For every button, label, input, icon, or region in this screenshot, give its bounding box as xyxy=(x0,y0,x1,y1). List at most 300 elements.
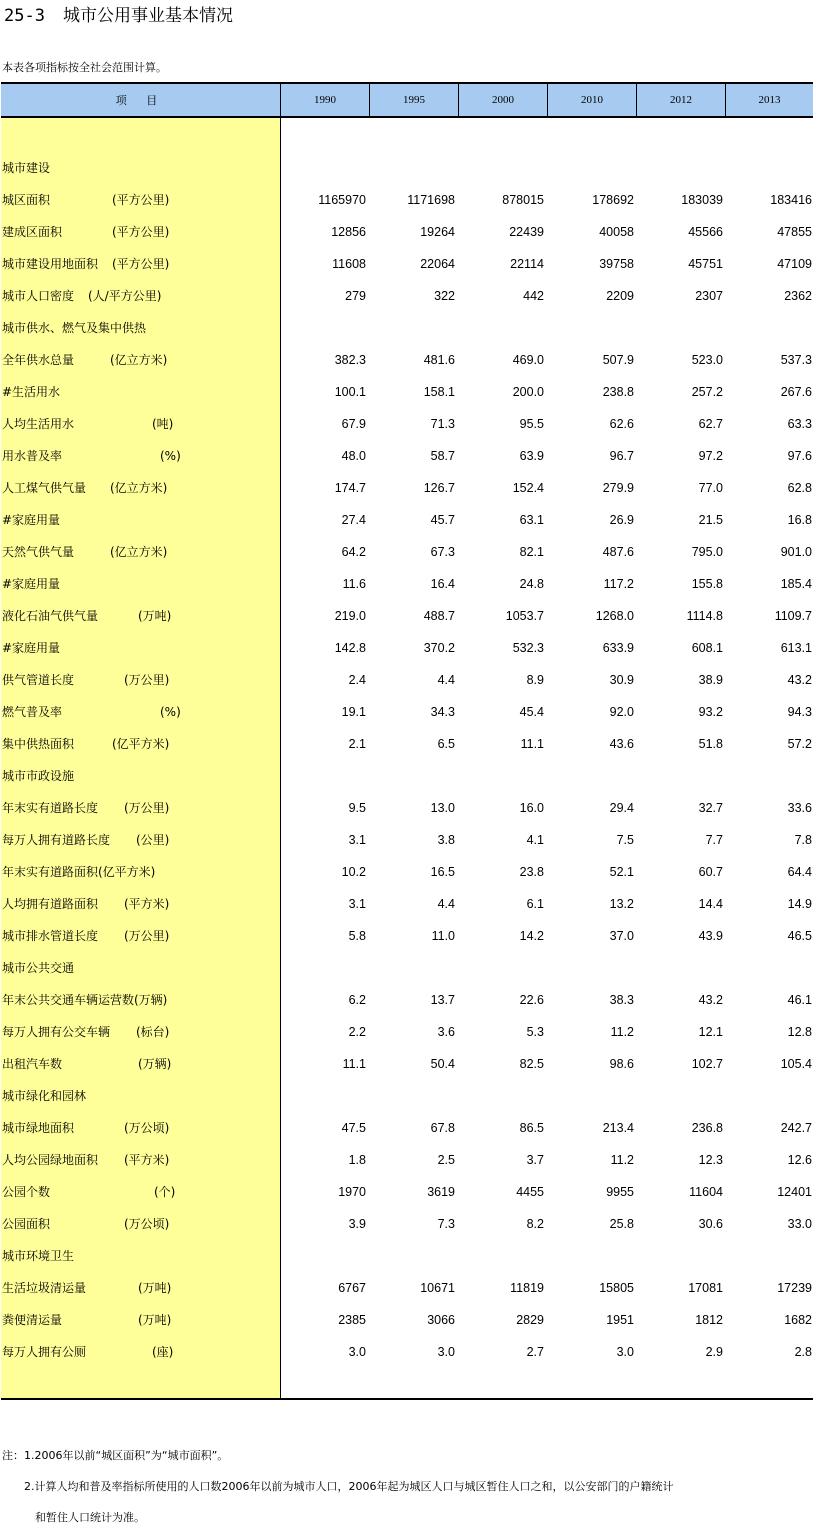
cell-value: 19264 xyxy=(420,225,455,239)
table-row xyxy=(0,1080,815,1112)
cell-value: 11.0 xyxy=(431,929,455,943)
cell-value: 43.2 xyxy=(787,673,812,687)
cell-value: 1109.7 xyxy=(774,609,812,623)
row-label: 液化石油气供气量 xyxy=(2,609,99,623)
row-label: 城市绿地面积 xyxy=(2,1121,75,1135)
cell-value: 10671 xyxy=(420,1281,455,1295)
cell-value: 7.5 xyxy=(616,833,634,847)
cell-value: 17081 xyxy=(688,1281,723,1295)
cell-value: 267.6 xyxy=(780,385,812,399)
table-row xyxy=(0,888,815,920)
cell-value: 2.4 xyxy=(348,673,366,687)
cell-value: 2.5 xyxy=(437,1153,455,1167)
row-unit: (公里) xyxy=(136,833,170,847)
cell-value: 7.8 xyxy=(794,833,812,847)
cell-value: 3.1 xyxy=(348,897,366,911)
row-unit: (亿立方米) xyxy=(110,545,168,559)
row-label: #家庭用量 xyxy=(2,577,61,591)
row-unit: (平方公里) xyxy=(112,193,170,207)
cell-value: 11.1 xyxy=(520,737,544,751)
cell-value: 64.2 xyxy=(341,545,366,559)
cell-value: 14.9 xyxy=(787,897,812,911)
cell-value: 43.6 xyxy=(609,737,634,751)
cell-value: 2209 xyxy=(606,289,634,303)
cell-value: 1812 xyxy=(695,1313,723,1327)
table-row xyxy=(0,408,815,440)
cell-value: 1053.7 xyxy=(505,609,544,623)
cell-value: 33.6 xyxy=(787,801,812,815)
cell-value: 7.3 xyxy=(437,1217,455,1231)
cell-value: 30.9 xyxy=(609,673,634,687)
cell-value: 117.2 xyxy=(603,577,634,591)
cell-value: 97.6 xyxy=(787,449,812,463)
table-row xyxy=(0,760,815,792)
cell-value: 16.8 xyxy=(787,513,812,527)
row-label: 天然气供气量 xyxy=(2,545,75,559)
table-row xyxy=(0,504,815,536)
table-row xyxy=(0,952,815,984)
cell-value: 102.7 xyxy=(691,1057,723,1071)
row-unit: (平方公里) xyxy=(112,257,170,271)
cell-value: 12.3 xyxy=(698,1153,723,1167)
cell-value: 11819 xyxy=(510,1281,544,1295)
row-label: 公园个数 xyxy=(2,1185,51,1199)
cell-value: 5.8 xyxy=(348,929,366,943)
cell-value: 16.0 xyxy=(519,801,544,815)
cell-value: 98.6 xyxy=(609,1057,634,1071)
row-label: 集中供热面积 xyxy=(2,737,75,751)
row-unit: (万吨) xyxy=(138,1281,172,1295)
cell-value: 370.2 xyxy=(423,641,455,655)
row-label: 生活垃圾清运量 xyxy=(2,1281,87,1295)
cell-value: 3.7 xyxy=(526,1153,544,1167)
cell-value: 105.4 xyxy=(780,1057,812,1071)
cell-value: 532.3 xyxy=(512,641,544,655)
table-row xyxy=(0,984,815,1016)
table-row xyxy=(0,856,815,888)
cell-value: 2829 xyxy=(516,1313,544,1327)
cell-value: 2.7 xyxy=(526,1345,544,1359)
table-number: 25-3 xyxy=(4,6,45,26)
row-label: 城市公共交通 xyxy=(2,961,75,975)
row-label: #家庭用量 xyxy=(2,513,61,527)
cell-value: 3.0 xyxy=(437,1345,455,1359)
cell-value: 62.7 xyxy=(698,417,723,431)
cell-value: 236.8 xyxy=(691,1121,723,1135)
cell-value: 14.2 xyxy=(519,929,544,943)
row-label: #生活用水 xyxy=(2,385,61,399)
row-label: 城市人口密度 xyxy=(2,289,75,303)
cell-value: 45.7 xyxy=(430,513,455,527)
cell-value: 11.2 xyxy=(610,1153,634,1167)
cell-value: 8.2 xyxy=(526,1217,544,1231)
cell-value: 11604 xyxy=(689,1185,723,1199)
cell-value: 13.7 xyxy=(430,993,455,1007)
cell-value: 3066 xyxy=(427,1313,455,1327)
cell-value: 3.0 xyxy=(616,1345,634,1359)
cell-value: 174.7 xyxy=(334,481,366,495)
cell-value: 523.0 xyxy=(691,353,723,367)
table-row xyxy=(0,920,815,952)
table-row xyxy=(0,440,815,472)
cell-value: 17239 xyxy=(777,1281,812,1295)
header-year-2000: 2000 xyxy=(458,84,547,116)
cell-value: 185.4 xyxy=(780,577,812,591)
row-label: 建成区面积 xyxy=(2,225,63,239)
header-item: 项 目 xyxy=(115,94,166,107)
cell-value: 97.2 xyxy=(698,449,723,463)
row-unit: (平方公里) xyxy=(112,225,170,239)
cell-value: 13.2 xyxy=(609,897,634,911)
cell-value: 46.5 xyxy=(787,929,812,943)
cell-value: 11.2 xyxy=(610,1025,634,1039)
cell-value: 25.8 xyxy=(609,1217,634,1231)
cell-value: 1682 xyxy=(784,1313,812,1327)
footnote-3: 和暂住人口统计为准。 xyxy=(2,1511,145,1524)
table-row xyxy=(0,568,815,600)
table-row xyxy=(0,1336,815,1368)
row-label: 城市绿化和园林 xyxy=(2,1089,87,1103)
cell-value: 1.8 xyxy=(348,1153,366,1167)
row-unit: (万吨) xyxy=(138,609,172,623)
cell-value: 93.2 xyxy=(698,705,723,719)
cell-value: 481.6 xyxy=(423,353,455,367)
cell-value: 2.2 xyxy=(348,1025,366,1039)
cell-value: 7.7 xyxy=(705,833,723,847)
cell-value: 613.1 xyxy=(780,641,812,655)
row-label: 粪便清运量 xyxy=(2,1313,63,1327)
cell-value: 279 xyxy=(345,289,366,303)
row-label: 城市建设 xyxy=(2,161,51,175)
header-year-1995: 1995 xyxy=(369,84,458,116)
cell-value: 200.0 xyxy=(512,385,544,399)
table-title: 城市公用事业基本情况 xyxy=(62,6,233,26)
table-bottom-border xyxy=(1,1398,813,1400)
table-row xyxy=(0,280,815,312)
cell-value: 29.4 xyxy=(609,801,634,815)
cell-value: 47.5 xyxy=(341,1121,366,1135)
page-title xyxy=(4,4,233,28)
cell-value: 608.1 xyxy=(691,641,723,655)
row-unit: (平方米) xyxy=(124,1153,170,1167)
cell-value: 152.4 xyxy=(512,481,544,495)
row-label: 城区面积 xyxy=(2,193,51,207)
row-unit: (人/平方公里) xyxy=(88,289,162,303)
cell-value: 63.9 xyxy=(519,449,544,463)
table-header xyxy=(1,82,813,118)
cell-value: 22064 xyxy=(420,257,455,271)
cell-value: 12401 xyxy=(777,1185,812,1199)
table-row xyxy=(0,600,815,632)
row-label: 城市排水管道长度 xyxy=(2,929,99,943)
cell-value: 32.7 xyxy=(698,801,723,815)
table-row xyxy=(0,792,815,824)
cell-value: 45751 xyxy=(688,257,723,271)
cell-value: 22439 xyxy=(509,225,544,239)
cell-value: 33.0 xyxy=(787,1217,812,1231)
cell-value: 19.1 xyxy=(341,705,366,719)
cell-value: 82.5 xyxy=(519,1057,544,1071)
cell-value: 382.3 xyxy=(334,353,366,367)
cell-value: 537.3 xyxy=(780,353,812,367)
cell-value: 3619 xyxy=(427,1185,455,1199)
cell-value: 62.8 xyxy=(787,481,812,495)
cell-value: 43.2 xyxy=(698,993,723,1007)
row-unit: (万公里) xyxy=(124,673,170,687)
table-row xyxy=(0,728,815,760)
cell-value: 11.1 xyxy=(342,1057,366,1071)
row-label: 人均生活用水 xyxy=(2,417,75,431)
header-year-2010: 2010 xyxy=(547,84,636,116)
cell-value: 22.6 xyxy=(519,993,544,1007)
cell-value: 257.2 xyxy=(691,385,723,399)
table-row xyxy=(0,1272,815,1304)
cell-value: 158.1 xyxy=(423,385,455,399)
cell-value: 6767 xyxy=(338,1281,366,1295)
row-label: 每万人拥有公交车辆 xyxy=(2,1025,111,1039)
footnotes xyxy=(2,1440,673,1533)
cell-value: 37.0 xyxy=(609,929,634,943)
table-body xyxy=(0,152,815,1368)
cell-value: 507.9 xyxy=(602,353,634,367)
row-label: 年末公共交通车辆运营数(万辆) xyxy=(2,993,168,1007)
cell-value: 11.6 xyxy=(342,577,366,591)
cell-value: 12.6 xyxy=(787,1153,812,1167)
cell-value: 4.4 xyxy=(437,897,455,911)
cell-value: 3.1 xyxy=(348,833,366,847)
cell-value: 94.3 xyxy=(787,705,812,719)
cell-value: 67.8 xyxy=(430,1121,455,1135)
table-row xyxy=(0,664,815,696)
cell-value: 58.7 xyxy=(430,449,455,463)
row-unit: (平方米) xyxy=(124,897,170,911)
cell-value: 51.8 xyxy=(698,737,723,751)
cell-value: 50.4 xyxy=(430,1057,455,1071)
header-year-1990: 1990 xyxy=(280,84,369,116)
row-unit: (%) xyxy=(160,705,181,719)
cell-value: 39758 xyxy=(599,257,634,271)
cell-value: 30.6 xyxy=(698,1217,723,1231)
cell-value: 1165970 xyxy=(318,193,366,207)
cell-value: 38.3 xyxy=(609,993,634,1007)
cell-value: 242.7 xyxy=(780,1121,812,1135)
cell-value: 27.4 xyxy=(341,513,366,527)
cell-value: 488.7 xyxy=(423,609,455,623)
table-row xyxy=(0,696,815,728)
cell-value: 40058 xyxy=(599,225,634,239)
cell-value: 3.9 xyxy=(348,1217,366,1231)
cell-value: 9.5 xyxy=(348,801,366,815)
cell-value: 878015 xyxy=(502,193,544,207)
row-label: 城市市政设施 xyxy=(2,769,75,783)
cell-value: 95.5 xyxy=(519,417,544,431)
cell-value: 67.9 xyxy=(341,417,366,431)
cell-value: 67.3 xyxy=(430,545,455,559)
cell-value: 92.0 xyxy=(609,705,634,719)
row-label: 供气管道长度 xyxy=(2,673,75,687)
cell-value: 3.6 xyxy=(437,1025,455,1039)
cell-value: 126.7 xyxy=(423,481,455,495)
table-row xyxy=(0,632,815,664)
row-label: 城市供水、燃气及集中供热 xyxy=(2,321,147,335)
cell-value: 23.8 xyxy=(519,865,544,879)
cell-value: 3.0 xyxy=(348,1345,366,1359)
header-year-2012: 2012 xyxy=(636,84,725,116)
row-label: 公园面积 xyxy=(2,1217,51,1231)
cell-value: 26.9 xyxy=(609,513,634,527)
table-row xyxy=(0,1016,815,1048)
cell-value: 43.9 xyxy=(698,929,723,943)
cell-value: 2362 xyxy=(784,289,812,303)
cell-value: 21.5 xyxy=(698,513,723,527)
cell-value: 16.5 xyxy=(430,865,455,879)
cell-value: 60.7 xyxy=(698,865,723,879)
cell-value: 11608 xyxy=(332,257,366,271)
cell-value: 9955 xyxy=(606,1185,634,1199)
header-year-2013: 2013 xyxy=(725,84,813,116)
cell-value: 47109 xyxy=(777,257,812,271)
cell-value: 442 xyxy=(523,289,544,303)
cell-value: 178692 xyxy=(592,193,634,207)
cell-value: 183416 xyxy=(770,193,812,207)
row-unit: (座) xyxy=(152,1345,174,1359)
cell-value: 34.3 xyxy=(430,705,455,719)
cell-value: 8.9 xyxy=(526,673,544,687)
cell-value: 63.3 xyxy=(787,417,812,431)
row-label: 燃气普及率 xyxy=(2,705,63,719)
cell-value: 279.9 xyxy=(602,481,634,495)
cell-value: 1951 xyxy=(606,1313,634,1327)
table-row xyxy=(0,1048,815,1080)
cell-value: 633.9 xyxy=(602,641,634,655)
cell-value: 469.0 xyxy=(512,353,544,367)
cell-value: 12.1 xyxy=(698,1025,723,1039)
cell-value: 46.1 xyxy=(787,993,812,1007)
cell-value: 901.0 xyxy=(780,545,812,559)
cell-value: 57.2 xyxy=(787,737,812,751)
cell-value: 213.4 xyxy=(602,1121,634,1135)
row-unit: (万公里) xyxy=(124,801,170,815)
cell-value: 96.7 xyxy=(609,449,634,463)
cell-value: 5.3 xyxy=(526,1025,544,1039)
row-label: 全年供水总量 xyxy=(2,353,75,367)
cell-value: 219.0 xyxy=(334,609,366,623)
cell-value: 6.2 xyxy=(348,993,366,1007)
table-row xyxy=(0,216,815,248)
cell-value: 6.1 xyxy=(526,897,544,911)
row-unit: (万吨) xyxy=(138,1313,172,1327)
row-label: 城市建设用地面积 xyxy=(2,257,99,271)
cell-value: 142.8 xyxy=(334,641,366,655)
cell-value: 183039 xyxy=(681,193,723,207)
row-label: #家庭用量 xyxy=(2,641,61,655)
cell-value: 71.3 xyxy=(430,417,455,431)
cell-value: 16.4 xyxy=(430,577,455,591)
footnote-2: 2.计算人均和普及率指标所使用的人口数2006年以前为城市人口，2006年起为城区人口与城区暂住人口之和，以公安部门的户籍统计 xyxy=(2,1480,674,1493)
row-label: 城市环境卫生 xyxy=(2,1249,75,1263)
row-label: 出租汽车数 xyxy=(2,1057,63,1071)
table-row xyxy=(0,472,815,504)
cell-value: 77.0 xyxy=(698,481,723,495)
cell-value: 38.9 xyxy=(698,673,723,687)
cell-value: 1970 xyxy=(338,1185,366,1199)
row-unit: (万公顷) xyxy=(124,1121,170,1135)
row-unit: (万公顷) xyxy=(124,1217,170,1231)
table-row xyxy=(0,376,815,408)
cell-value: 322 xyxy=(434,289,455,303)
table-row xyxy=(0,312,815,344)
table-row xyxy=(0,1144,815,1176)
cell-value: 2.8 xyxy=(794,1345,812,1359)
cell-value: 4455 xyxy=(516,1185,544,1199)
cell-value: 2.9 xyxy=(705,1345,723,1359)
table-row xyxy=(0,1304,815,1336)
table-subtitle: 本表各项指标按全社会范围计算。 xyxy=(2,61,167,74)
cell-value: 2.1 xyxy=(348,737,366,751)
cell-value: 1114.8 xyxy=(686,609,723,623)
cell-value: 12856 xyxy=(331,225,366,239)
cell-value: 45566 xyxy=(688,225,723,239)
cell-value: 238.8 xyxy=(602,385,634,399)
row-label: 人均拥有道路面积 xyxy=(2,897,99,911)
row-unit: (标台) xyxy=(136,1025,170,1039)
row-label: 每万人拥有公厕 xyxy=(2,1345,87,1359)
cell-value: 52.1 xyxy=(609,865,634,879)
row-unit: (吨) xyxy=(152,417,174,431)
row-label: 年末实有道路长度 xyxy=(2,801,99,815)
table-row xyxy=(0,824,815,856)
cell-value: 1171698 xyxy=(407,193,455,207)
cell-value: 82.1 xyxy=(519,545,544,559)
cell-value: 24.8 xyxy=(519,577,544,591)
cell-value: 48.0 xyxy=(341,449,366,463)
cell-value: 13.0 xyxy=(430,801,455,815)
cell-value: 64.4 xyxy=(787,865,812,879)
row-unit: (万公里) xyxy=(124,929,170,943)
cell-value: 2307 xyxy=(695,289,723,303)
row-label: 年末实有道路面积(亿平方米) xyxy=(2,865,156,879)
table-row xyxy=(0,184,815,216)
row-label: 每万人拥有道路长度 xyxy=(2,833,111,847)
table-row xyxy=(0,248,815,280)
cell-value: 62.6 xyxy=(609,417,634,431)
row-unit: (万辆) xyxy=(138,1057,172,1071)
cell-value: 15805 xyxy=(599,1281,634,1295)
row-label: 用水普及率 xyxy=(2,449,63,463)
cell-value: 487.6 xyxy=(602,545,634,559)
cell-value: 63.1 xyxy=(519,513,544,527)
row-unit: (亿立方米) xyxy=(110,481,168,495)
row-unit: (个) xyxy=(154,1185,176,1199)
cell-value: 3.8 xyxy=(437,833,455,847)
table-row xyxy=(0,1240,815,1272)
cell-value: 10.2 xyxy=(341,865,366,879)
table-row xyxy=(0,536,815,568)
table-row xyxy=(0,1112,815,1144)
cell-value: 14.4 xyxy=(698,897,723,911)
row-unit: (%) xyxy=(160,449,181,463)
cell-value: 22114 xyxy=(510,257,544,271)
cell-value: 100.1 xyxy=(334,385,366,399)
cell-value: 86.5 xyxy=(519,1121,544,1135)
row-unit: (亿平方米) xyxy=(112,737,170,751)
row-label: 人均公园绿地面积 xyxy=(2,1153,99,1167)
cell-value: 12.8 xyxy=(787,1025,812,1039)
cell-value: 45.4 xyxy=(519,705,544,719)
table-row xyxy=(0,1176,815,1208)
row-unit: (亿立方米) xyxy=(110,353,168,367)
cell-value: 795.0 xyxy=(691,545,723,559)
